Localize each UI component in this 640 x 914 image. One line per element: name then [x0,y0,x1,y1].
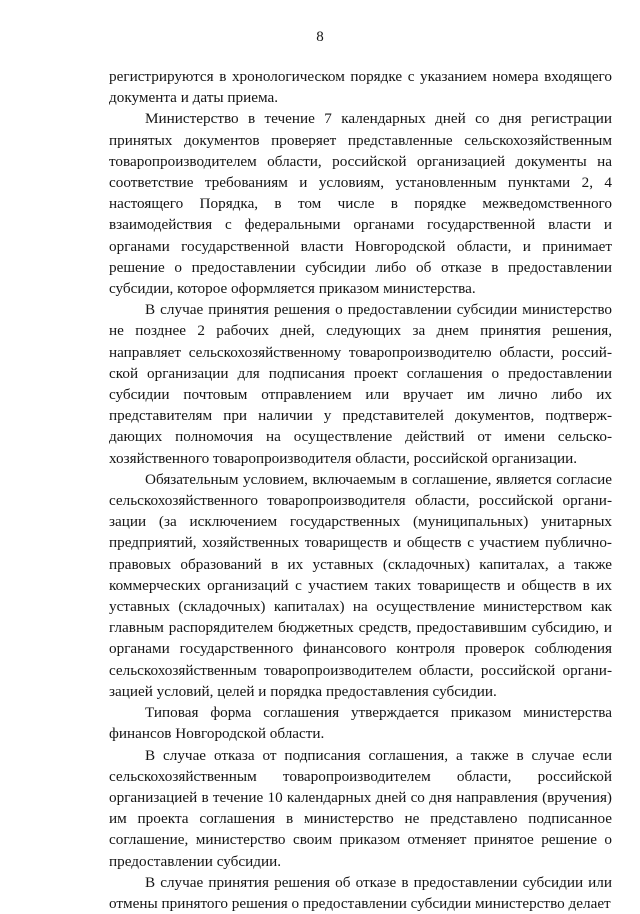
paragraph-document-review: Министерство в течение 7 календарных дней со дня регистрации принятых документов проверяет представленные сельскохозяйственным товаропроизводителем области, российской организацией документы на соответствие требованиям и условиям, установленным пунктами 2, 4 настоящего Порядка, в том числе в порядке межведомственного взаимодействия с федеральными органами государственной власти и органами государственной власти Новгородской области, и принимает решение о предоставлении субсидии либо об отказе в предоставлении субсидии, которое оформляется приказом министерства. [109,110,612,298]
paragraph-standard-form: Типовая форма соглашения утверждается приказом министерства финансов Новгородской области. [109,704,612,743]
paragraph-agreement-sending: В случае принятия решения о предоставлении субсидии министерство не позднее 2 рабочих дней, следующих за днем принятия решения, направляет сельскохозяйственному товаропроизводителю области, российской организации для подписания проект соглашения о предоставлении субсидии почтовым отправлением или вручает им лично либо их представителям при наличии у представителей документов, подтверждающих полномочия на осуществление действий от имени сельскохозяйственного товаропроизводителя области, российской организации. [109,301,612,467]
document-body [109,66,612,914]
page-number: 8 [316,29,324,45]
paragraph-refusal-to-sign: В случае отказа от подписания соглашения, а также в случае если сельскохозяйственным товаропроизводителем области, российской организацией в течение 10 календарных дней со дня направления (вручения) им проекта соглашения в министерство не представлено подписанное соглашение, министерство своим приказом отменяет принятое решение о предоставлении субсидии. [109,746,612,870]
paragraph-mandatory-condition: Обязательным условием, включаемым в соглашение, является согласие сельскохозяйственного товаропроизводителя области, российской организации (за исключением государственных (муниципальных) унитарных предприятий, хозяйственных товариществ и обществ с участием публично-правовых образований в их уставных (складочных) капиталах, а также коммерческих организаций с участием таких товариществ и обществ в их уставных (складочных) капиталах) на осуществление министерством как главным распорядителем бюджетных средств, предоставившим субсидию, и органами государственного финансового контроля проверок соблюдения сельскохозяйственным товаропроизводителем области, российской организацией условий, целей и порядка предоставления субсидии. [109,470,612,700]
paragraph-refusal-decision: В случае принятия решения об отказе в предоставлении субсидии или отмены принятого решения о предоставлении субсидии министерство делает [109,873,612,912]
paragraph-continuation: регистрируются в хронологическом порядке с указанием номера входящего документа и даты приема. [109,68,612,107]
